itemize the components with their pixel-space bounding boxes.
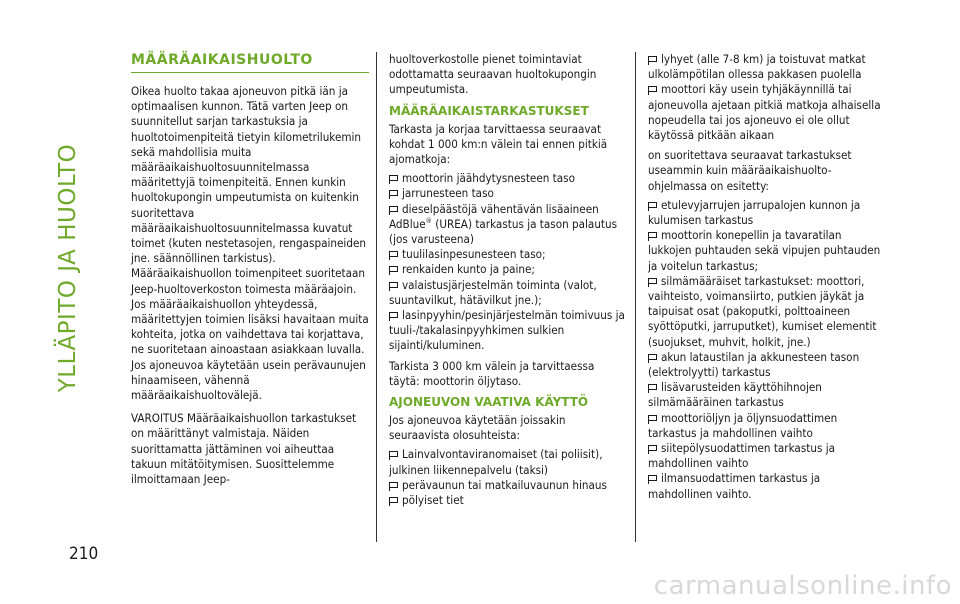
checkbox-bullet-icon [389, 497, 398, 503]
checkbox-bullet-icon [389, 282, 398, 288]
list-item: jarrunesteen taso [389, 186, 627, 201]
list-item: perävaunun tai matkailuvaunun hinaus [389, 478, 627, 493]
column-divider [635, 52, 636, 542]
checkbox-bullet-icon [389, 482, 398, 488]
checkbox-bullet-icon [389, 312, 398, 318]
paragraph: huoltoverkostolle pienet toimintaviat odottamatta seuraavan huoltokupongin umpeutumista. [389, 52, 597, 97]
paragraph: Tarkasta ja korjaa tarvittaessa seuraavat kohdat 1 000 km:n välein tai ennen pitkiä ajomatkoja: [389, 121, 608, 167]
checkbox-bullet-icon [389, 206, 398, 212]
list-item: valaistusjärjestelmän toiminta (valot, suuntavilkut, hätävilkut jne.); [389, 277, 597, 307]
list-item: akun lataustilan ja akkunesteen tason (elektrolyytti) tarkastus [648, 349, 860, 380]
checkbox-bullet-icon [389, 175, 398, 181]
column-1 [131, 52, 369, 491]
condition-list [389, 447, 627, 508]
checkbox-bullet-icon [648, 232, 657, 238]
list-item: renkaiden kunto ja paine; [389, 262, 627, 277]
list-item: dieselpäästöjä vähentävän lisäaineen AdBlue® (UREA) tarkastus ja tason palautus (jos varusteena) [389, 201, 618, 247]
list-item: etulevyjarrujen jarrupalojen kunnon ja kulumisen tarkastus [648, 197, 861, 228]
column-divider [376, 52, 377, 542]
warning-paragraph: VAROITUS Määräaikaishuollon tarkastukset on määrittänyt valmistaja. Näiden suorittamatta jättäminen voi aiheuttaa takuun mitätöitymisen. Suosittelemme ilmoittamaan Jeep- [131, 411, 357, 487]
section-side-title-text: YLLÄPITO JA HUOLTO [55, 143, 81, 393]
paragraph: on suoritettava seuraavat tarkastukset useammin kuin määräaikaishuolto-ohjelmassa on esitetty: [648, 148, 852, 193]
column-3 [648, 52, 886, 507]
page-number: 210 [69, 544, 99, 564]
list-item: silmämääräiset tarkastukset: moottori, vaihteisto, voimansiirto, putkien jäykät ja taipuisat osat (pakoputki, polttoaineen syöttöputki, jarruputket), kumiset elementit (suojukset, muhvit, holkit, jne.) [648, 273, 877, 349]
paragraph: Jos ajoneuvoa käytetään joissakin seuraavista olosuhteista: [389, 413, 566, 443]
list-item: lisävarusteiden käyttöhihnojen silmämääräinen tarkastus [648, 380, 822, 410]
list-item: moottoriöljyn ja öljynsuodattimen tarkastus ja mahdollinen vaihto [648, 410, 838, 440]
list-item: moottorin konepellin ja tavaratilan lukkojen puhtauden sekä vipujen puhtauden ja voitelun tarkastus; [648, 228, 881, 273]
checkbox-bullet-icon [648, 445, 657, 451]
checkbox-bullet-icon [648, 415, 657, 421]
condition-list [648, 52, 886, 143]
column-2 [389, 52, 627, 513]
section-heading: MÄÄRÄAIKAISHUOLTO [131, 52, 369, 73]
checkbox-bullet-icon [648, 278, 657, 284]
list-item: siitepölysuodattimen tarkastus ja mahdollinen vaihto [648, 441, 835, 471]
checkbox-bullet-icon [389, 251, 398, 257]
checkbox-bullet-icon [648, 202, 657, 208]
list-item: moottorin jäähdytysnesteen taso [389, 171, 627, 186]
list-item: moottori käy usein tyhjäkäynnillä tai ajoneuvolla ajetaan pitkiä matkoja alhaisella nopeudella tai jos ajoneuvo ei ole ollut käytössä pitkään aikaan [648, 82, 881, 143]
checkbox-bullet-icon [648, 354, 657, 360]
list-item: pölyiset tiet [389, 493, 627, 508]
paragraph: Tarkista 3 000 km välein ja tarvittaessa täytä: moottorin öljytaso. [389, 358, 595, 388]
inspection-list [648, 198, 886, 502]
checkbox-bullet-icon [389, 451, 398, 457]
checkbox-bullet-icon [648, 56, 657, 62]
checkbox-bullet-icon [389, 266, 398, 272]
paragraph: Oikea huolto takaa ajoneuvon pitkä iän ja optimaalisen kunnon. Tätä varten Jeep on suunnitellut sarjan tarkastuksia ja huoltotoimenpiteitä tietyin kilometrilukemin sekä mahdollisia muita määräaikaishuoltosuunnitelmassa määritettyjä toimenpiteitä. Ennen kunkin huoltokupongin umpeutumista on kuitenkin suoritettava määräaikaishuoltosuunnitelmassa kuvatut toimet (kuten nestetasojen, rengaspaineiden jne. säännöllinen tarkistus). Määräaikaishuollon toimenpiteet suoritetaan Jeep-huoltoverkoston toimesta määräajoin. Jos määräaikaishuollon yhteydessä, määritettyjen toimien lisäksi havaitaan muita kohteita, jotka on vaihdettava tai korjattava, ne suoritetaan ainoastaan asiakkaan luvalla. Jos ajoneuvoa käytetään usein perävaunujen hinaamiseen, vähennä määräaikaishuoltovälejä. [131, 84, 369, 403]
checkbox-bullet-icon [389, 190, 398, 196]
checkbox-bullet-icon [648, 475, 657, 481]
subheading: MÄÄRÄAIKAISTARKASTUKSET [389, 103, 589, 118]
check-list [389, 171, 627, 353]
subheading: AJONEUVON VAATIVA KÄYTTÖ [389, 395, 589, 410]
list-item: lasinpyyhin/pesinjärjestelmän toimivuus ja tuuli-/takalasinpyyhkimen sulkien sijainti/kuluminen. [389, 308, 625, 353]
checkbox-bullet-icon [648, 86, 657, 92]
list-item: Lainvalvontaviranomaiset (tai poliisit), julkinen liikennepalvelu (taksi) [389, 447, 603, 477]
checkbox-bullet-icon [648, 384, 657, 390]
list-item: ilmansuodattimen tarkastus ja mahdollinen vaihto. [648, 471, 821, 501]
list-item: tuulilasinpesunesteen taso; [389, 247, 627, 262]
watermark: carmanualsonline.info [653, 571, 952, 601]
list-item: lyhyet (alle 7-8 km) ja toistuvat matkat ulkolämpötilan ollessa pakkasen puolella [648, 52, 866, 82]
